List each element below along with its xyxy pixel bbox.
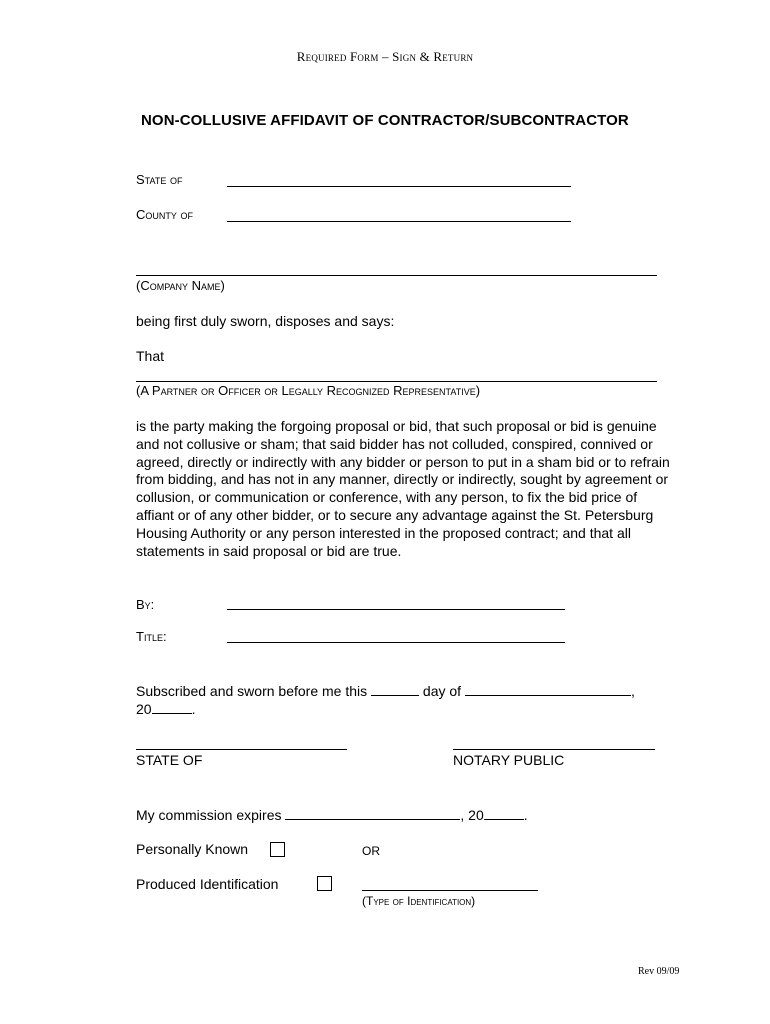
year-period: . [191,701,196,717]
commission-year-field[interactable] [484,805,524,820]
title-field[interactable] [227,642,565,643]
by-label: By: [136,597,155,612]
personally-known-checkbox[interactable] [270,842,285,857]
county-of-label: County of [136,207,193,222]
representative-field[interactable] [136,381,657,382]
day-field[interactable] [371,681,419,696]
affidavit-paragraph: is the party making the forgoing proposal or bid, that such proposal or bid is genuine and not collusive or sham; that said bidder has not colluded, conspired, connived or agreed, directly or indirectly with any bidder or person to put in a sham bid or to refrain from bidding, and has not in any manner, directly or indirectly, sought by agreement or collusion, or communication or conference, with any person, to fix the bid price of affiant or of any other bidder, or to secure any advantage against the St. Petersburg Housing Authority or any person interested in the proposed contract; and that all statements in said proposal or bid are true. [136,418,670,559]
notary-public-caption: NOTARY PUBLIC [453,752,565,768]
company-name-caption: (Company Name) [136,278,225,293]
subscribed-line [136,681,635,699]
commission-line [136,805,528,823]
produced-id-label: Produced Identification [136,876,279,892]
county-of-field[interactable] [227,221,571,222]
page-title: NON-COLLUSIVE AFFIDAVIT OF CONTRACTOR/SUBCONTRACTOR [141,112,629,129]
form-header: Required Form – Sign & Return [296,49,474,64]
commission-period: . [523,807,528,823]
state-of-label: State of [136,172,183,187]
subscribed-prefix: Subscribed and sworn before me this [136,683,368,699]
sworn-text: being first duly sworn, disposes and says: [136,313,395,329]
day-of-label: day of [422,683,462,699]
commission-label: My commission expires [136,807,282,823]
commission-date-field[interactable] [285,805,460,820]
by-field[interactable] [227,609,565,610]
comma: , [630,683,635,699]
month-field[interactable] [465,681,631,696]
year-field[interactable] [152,699,192,714]
type-of-id-caption: (Type of Identification) [362,894,476,908]
state-of-caption: STATE OF [136,752,203,768]
year-prefix: 20 [136,701,152,717]
that-text: That [136,348,165,364]
title-label: Title: [136,629,167,644]
state-of-field[interactable] [227,186,571,187]
commission-year-prefix: , 20 [460,807,484,823]
company-name-field[interactable] [136,275,657,276]
personally-known-label: Personally Known [136,841,249,857]
notary-signature-line[interactable] [453,749,655,750]
type-of-id-field[interactable] [362,890,538,891]
or-label: OR [362,844,380,858]
revision-label: Rev 09/09 [638,966,680,977]
representative-caption: (A Partner or Officer or Legally Recognized Representative) [136,383,481,398]
year-line [136,699,195,717]
produced-id-checkbox[interactable] [317,876,332,891]
state-of-signature-line[interactable] [136,749,347,750]
